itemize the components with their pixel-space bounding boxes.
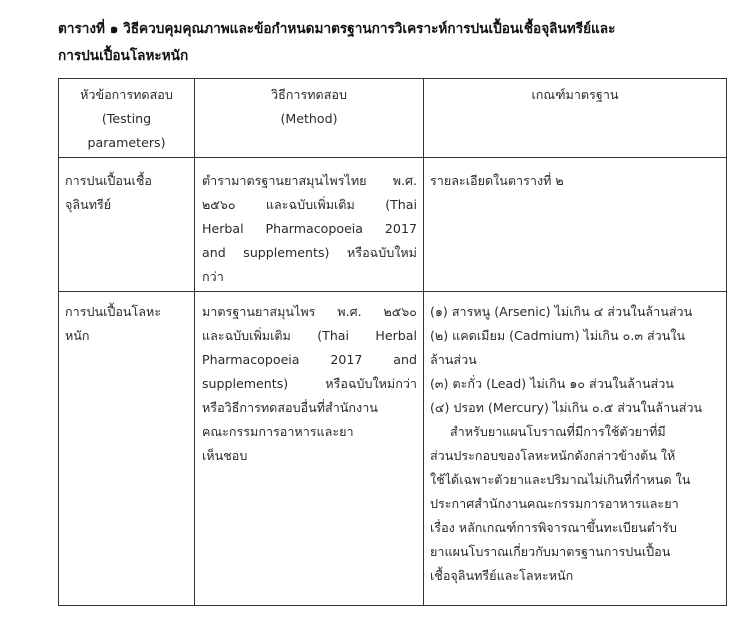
criteria-lead: (๓) ตะกั่ว (Lead) ไม่เกิน ๑๐ ส่วนในล้านส่วน (430, 376, 674, 391)
header-text: parameters) (87, 135, 166, 150)
header-method (195, 83, 423, 131)
cell-word: ๒๕๖๐ (383, 304, 417, 319)
header-text: เกณฑ์มาตรฐาน (531, 87, 619, 102)
caption-line-2: การปนเปื้อนโลหะหนัก (58, 48, 189, 64)
caption-line-1: ตารางที่ ๑ วิธีควบคุมคุณภาพและข้อกำหนดมาตรฐานการวิเคราะห์การปนเปื้อนเชื้อจุลินทรีย์และ (58, 21, 616, 37)
cell-word: และฉบับเพิ่มเติม (265, 197, 355, 212)
column-divider-2 (423, 78, 424, 606)
criteria-note-line: เชื้อจุลินทรีย์และโลหะหนัก (430, 568, 574, 583)
cell-word: คณะกรรมการอาหารและยา (202, 424, 354, 439)
cell-word: มาตรฐานยาสมุนไพร (202, 304, 316, 319)
cell-word: Herbal (202, 221, 244, 236)
row-2-criteria (430, 300, 722, 588)
cell-word: and (202, 245, 226, 260)
criteria-note-line: เรื่อง หลักเกณฑ์การพิจารณาขึ้นทะเบียนตำรับ (430, 520, 677, 535)
criteria-cadmium: (๒) แคดเมียม (Cadmium) ไม่เกิน ๐.๓ ส่วนใน (430, 328, 686, 343)
cell-word: 2017 (384, 221, 417, 236)
criteria-note-line: สำหรับยาแผนโบราณที่มีการใช้ตัวยาที่มี (450, 424, 666, 439)
cell-word: ตำรามาตรฐานยาสมุนไพรไทย (202, 173, 367, 188)
row-1-bottom-border (58, 291, 727, 292)
row-2-method (202, 300, 417, 468)
cell-text: จุลินทรีย์ (65, 197, 112, 212)
cell-word: Pharmacopoeia (265, 221, 364, 236)
criteria-note-line: ใช้ได้เฉพาะตัวยาและปริมาณไม่เกินที่กำหนด ใน (430, 472, 691, 487)
cell-word: หรือวิธีการทดสอบอื่นที่สำนักงาน (202, 400, 378, 415)
cell-word: (Thai (317, 328, 350, 343)
cell-word: and (393, 352, 417, 367)
row-2-parameter (65, 300, 191, 348)
cell-word: Herbal (375, 328, 417, 343)
cell-word: supplements) (243, 245, 330, 260)
header-testing-parameters (59, 83, 194, 155)
table-top-border (58, 78, 727, 79)
criteria-arsenic: (๑) สารหนู (Arsenic) ไม่เกิน ๔ ส่วนในล้านส่วน (430, 304, 693, 319)
cell-text: การปนเปื้อนโลหะ (65, 304, 162, 319)
cell-text: รายละเอียดในตารางที่ ๒ (430, 173, 564, 188)
standards-table (58, 78, 727, 606)
cell-text: หนัก (65, 328, 90, 343)
header-text: (Testing (101, 111, 152, 126)
cell-word: กว่า (202, 269, 224, 284)
criteria-note-line: ส่วนประกอบของโลหะหนักดังกล่าวข้างต้น ให้ (430, 448, 676, 463)
column-divider-1 (194, 78, 195, 606)
cell-word: (Thai (385, 197, 417, 212)
table-right-border (726, 78, 727, 606)
cell-word: พ.ศ. (392, 173, 417, 188)
cell-word: เห็นชอบ (202, 448, 248, 463)
cell-word: และฉบับเพิ่มเติม (202, 328, 291, 343)
cell-text: การปนเปื้อนเชื้อ (65, 173, 152, 188)
cell-word: supplements) (202, 376, 289, 391)
criteria-note-line: ประกาศสำนักงานคณะกรรมการอาหารและยา (430, 496, 679, 511)
table-caption (58, 16, 728, 70)
cell-word: ๒๕๖๐ (202, 197, 236, 212)
row-1-method (202, 169, 417, 289)
header-criteria (424, 83, 726, 107)
header-bottom-border (58, 157, 727, 158)
header-text: (Method) (280, 111, 338, 126)
cell-word: 2017 (330, 352, 363, 367)
cell-word: พ.ศ. (337, 304, 362, 319)
header-text: หัวข้อการทดสอบ (80, 87, 173, 102)
cell-word: Pharmacopoeia (202, 352, 300, 367)
table-bottom-border (58, 605, 727, 606)
cell-word: หรือฉบับใหม่ (347, 245, 417, 260)
header-text: วิธีการทดสอบ (271, 87, 347, 102)
criteria-note-line: ยาแผนโบราณเกี่ยวกับมาตรฐานการปนเปื้อน (430, 544, 671, 559)
criteria-mercury: (๔) ปรอท (Mercury) ไม่เกิน ๐.๕ ส่วนในล้านส่วน (430, 400, 703, 415)
row-1-criteria (430, 169, 722, 193)
criteria-cadmium-cont: ล้านส่วน (430, 352, 477, 367)
cell-word: หรือฉบับใหม่กว่า (325, 376, 417, 391)
row-1-parameter (65, 169, 191, 217)
table-left-border (58, 78, 59, 606)
